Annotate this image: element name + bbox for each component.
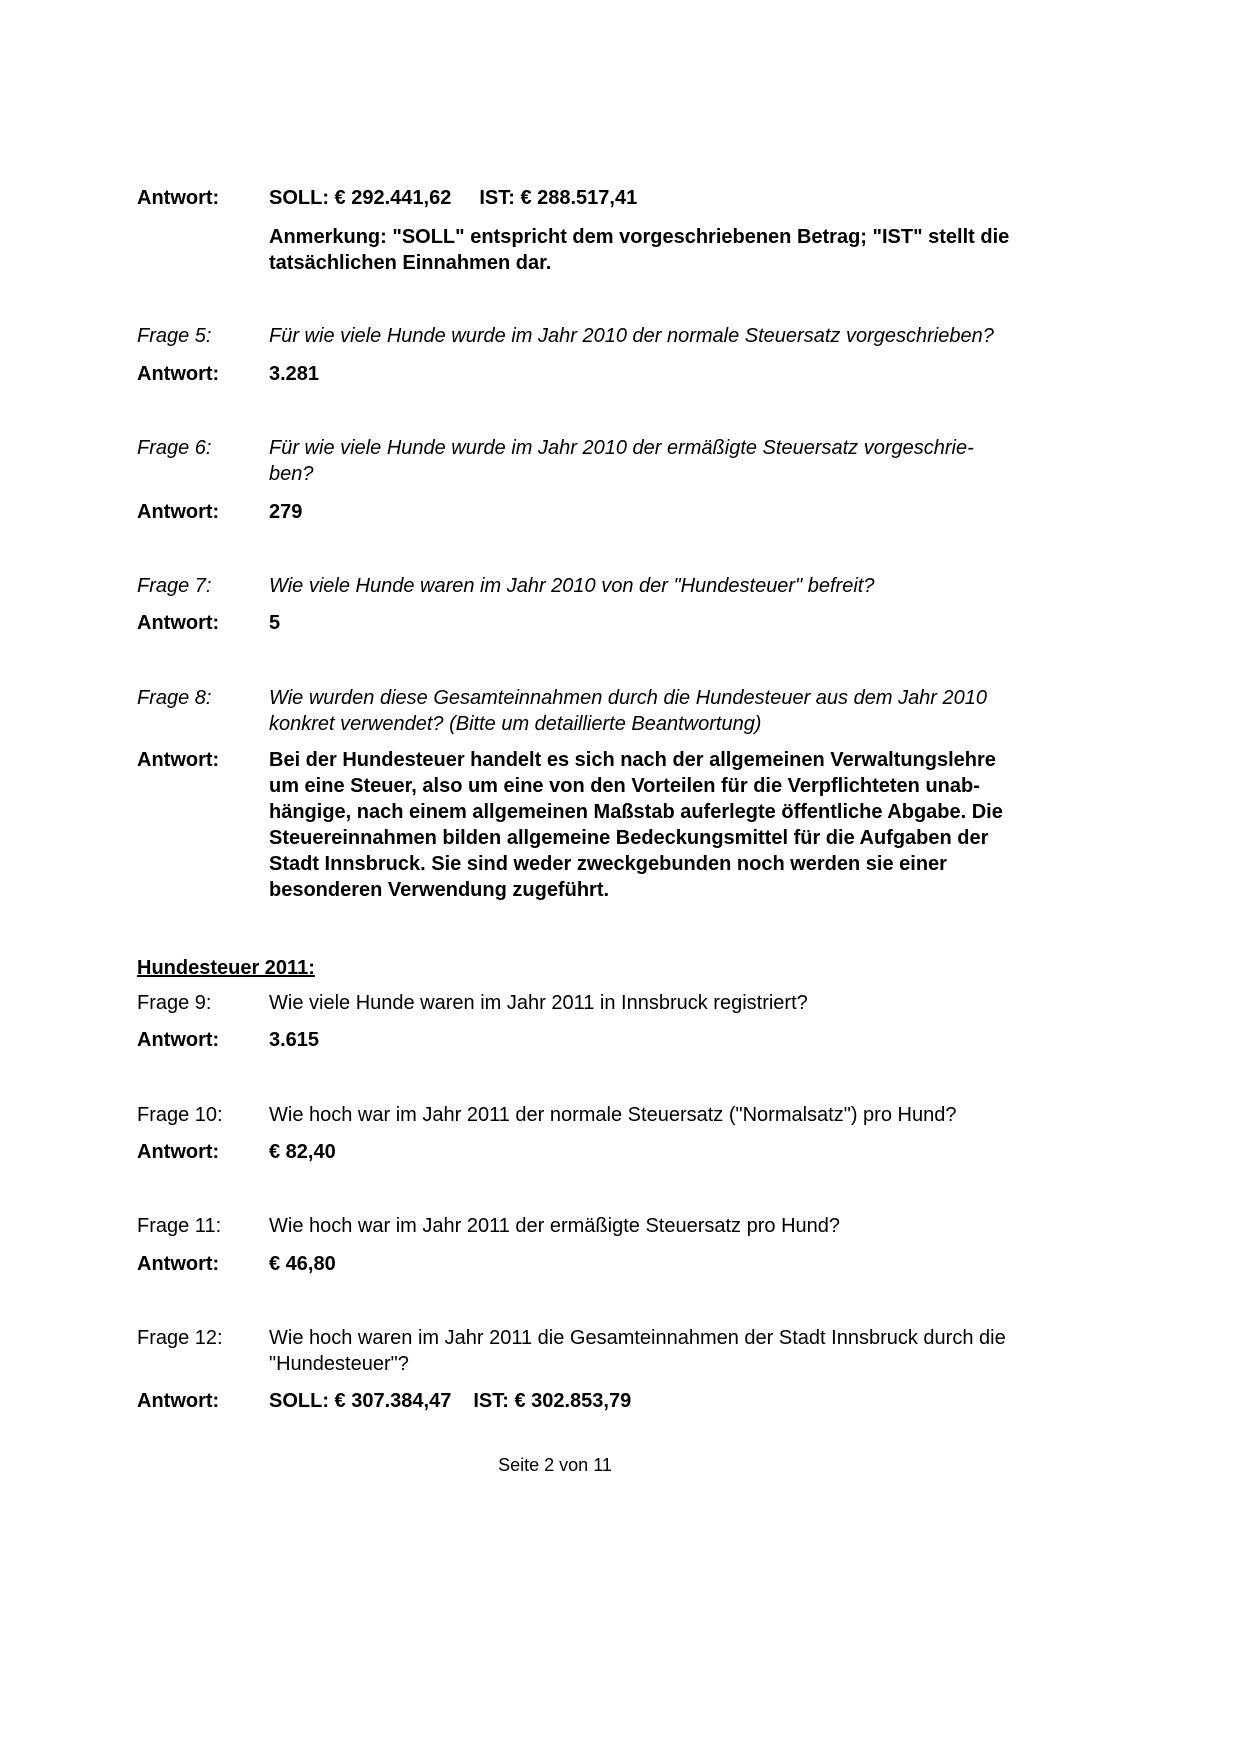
answer-label: Antwort:: [137, 612, 220, 634]
answer-label: Antwort:: [137, 749, 220, 771]
question-label: Frage 7:: [137, 575, 212, 597]
ist-value: IST: € 288.517,41: [479, 187, 638, 209]
question-label: Frage 10:: [137, 1104, 223, 1126]
answer-text: [269, 185, 1027, 211]
answer-text: Bei der Hundesteuer handelt es sich nach der allgemeinen Verwaltungslehre um eine Steuer, also um eine von den Vorteilen für die Verpflichteten unab-hängige, nach einem allgemeinen Maßstab auferlegte öffentliche Abgabe. Die Steuereinnahmen bilden allgemeine Bedeckungsmittel für die Aufgaben der Stadt Innsbruck. Sie sind weder zweckgebunden noch werden sie einer besonderen Verwendung zugeführt.: [269, 749, 1003, 901]
soll-value: SOLL: € 292.441,62: [269, 187, 452, 209]
question-label: Frage 9:: [137, 992, 212, 1014]
question-text: Wie wurden diese Gesamteinnahmen durch die Hundesteuer aus dem Jahr 2010 konkret verwendet? (Bitte um detaillierte Beantwortung): [269, 687, 988, 735]
answer-label: Antwort:: [137, 1253, 220, 1275]
page-number: Seite 2 von 11: [498, 1455, 612, 1475]
answer-text: 3.281: [269, 363, 320, 385]
answer-label: Antwort:: [137, 1390, 220, 1412]
question-label: Frage 8:: [137, 687, 212, 709]
question-text: Wie hoch waren im Jahr 2011 die Gesamteinnahmen der Stadt Innsbruck durch die "Hundesteuer"?: [269, 1327, 1006, 1375]
question-text: Wie viele Hunde waren im Jahr 2010 von der "Hundesteuer" befreit?: [269, 575, 875, 597]
answer-label: Antwort:: [137, 1141, 220, 1163]
question-label: Frage 6:: [137, 437, 212, 459]
answer-text: 3.615: [269, 1029, 320, 1051]
question-text: Wie hoch war im Jahr 2011 der normale Steuersatz ("Normalsatz") pro Hund?: [269, 1104, 957, 1126]
section-heading: Hundesteuer 2011:: [137, 957, 315, 979]
answer-text: [269, 1388, 1027, 1414]
answer-label: Antwort:: [137, 501, 220, 523]
question-text: Für wie viele Hunde wurde im Jahr 2010 der ermäßigte Steuersatz vorgeschrie-ben?: [269, 437, 974, 485]
answer-label: Antwort:: [137, 187, 220, 209]
answer-text: € 46,80: [269, 1253, 336, 1275]
question-text: Für wie viele Hunde wurde im Jahr 2010 der normale Steuersatz vorgeschrieben?: [269, 325, 994, 347]
soll-value: SOLL: € 307.384,47: [269, 1390, 452, 1412]
answer-text: 279: [269, 501, 303, 523]
answer-label: Antwort:: [137, 363, 220, 385]
note-text: Anmerkung: "SOLL" entspricht dem vorgeschriebenen Betrag; "IST" stellt die tatsächlichen Einnahmen dar.: [269, 226, 1010, 274]
question-label: Frage 11:: [137, 1215, 222, 1237]
question-text: Wie hoch war im Jahr 2011 der ermäßigte Steuersatz pro Hund?: [269, 1215, 841, 1237]
answer-label: Antwort:: [137, 1029, 220, 1051]
question-label: Frage 5:: [137, 325, 212, 347]
ist-value: IST: € 302.853,79: [473, 1390, 632, 1412]
answer-text: 5: [269, 612, 281, 634]
answer-text: € 82,40: [269, 1141, 336, 1163]
question-text: Wie viele Hunde waren im Jahr 2011 in Innsbruck registriert?: [269, 992, 808, 1014]
question-label: Frage 12:: [137, 1327, 223, 1349]
